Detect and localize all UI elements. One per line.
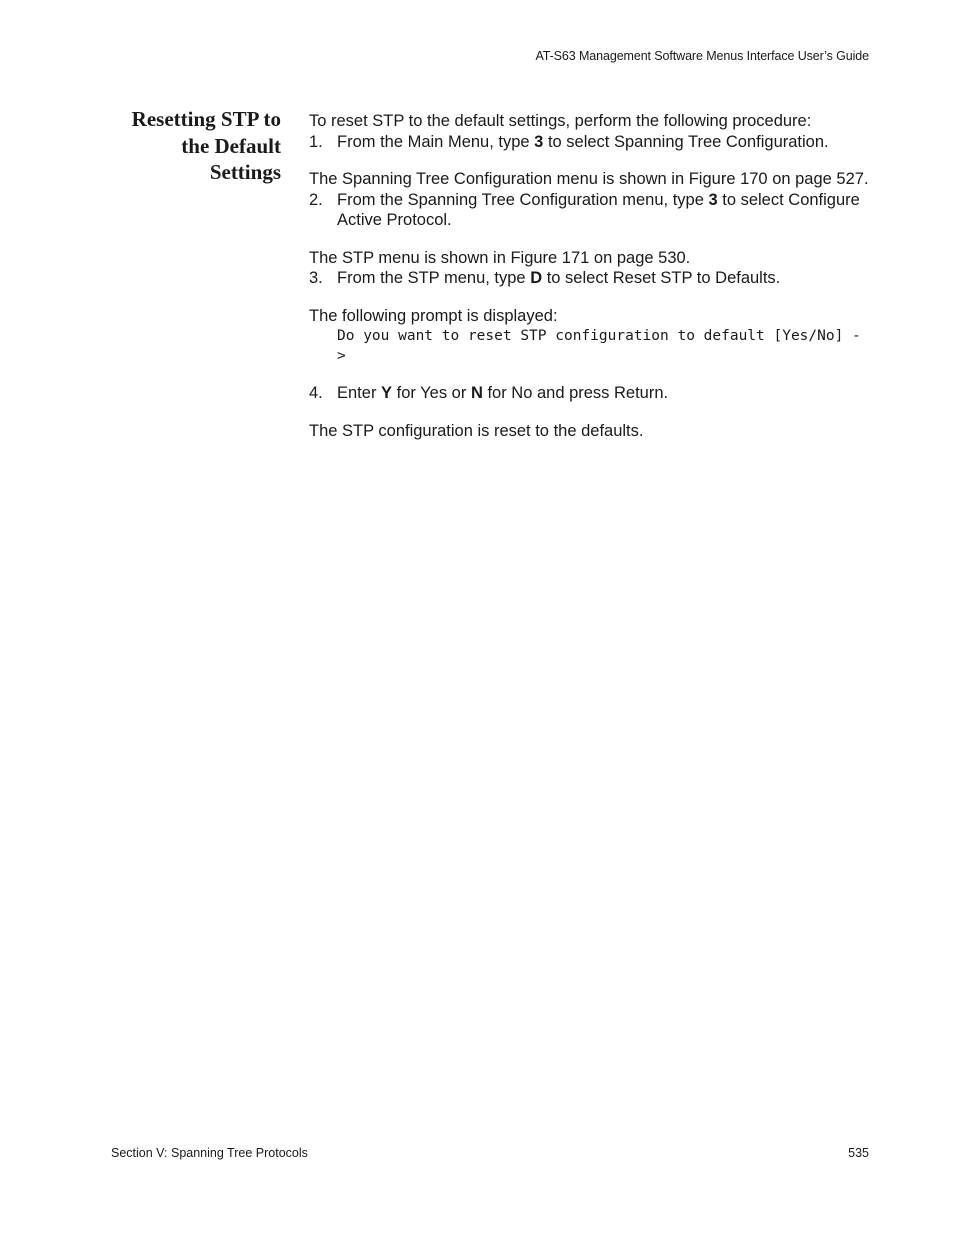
step-text: From the Spanning Tree Configuration menu, type 3 to select Configure Active Protocol. — [337, 190, 860, 229]
section-heading-line: Settings — [209, 160, 281, 184]
step-note: The STP menu is shown in Figure 171 on page 530. — [309, 248, 691, 267]
section-heading — [90, 106, 281, 186]
key-command: N — [470, 384, 483, 402]
step-note: The following prompt is displayed: — [309, 306, 558, 325]
running-header: AT-S63 Management Software Menus Interface User’s Guide — [535, 49, 869, 63]
procedure-step — [309, 268, 869, 289]
step-number: 1. — [309, 132, 323, 151]
prompt-code-block: Do you want to reset STP configuration to default [Yes/No] -> — [337, 328, 861, 364]
step-text: From the Main Menu, type 3 to select Spanning Tree Configuration. — [337, 132, 829, 151]
step-text: Enter Y for Yes or N for No and press Return. — [337, 384, 669, 402]
procedure-step — [309, 132, 869, 153]
footer-page-number: 535 — [848, 1146, 869, 1160]
step-text: From the STP menu, type D to select Reset STP to Defaults. — [337, 269, 781, 287]
key-command: 3 — [708, 190, 718, 209]
key-command: 3 — [534, 132, 544, 151]
procedure-step — [309, 383, 869, 404]
key-command: Y — [381, 384, 393, 402]
intro-paragraph: To reset STP to the default settings, perform the following procedure: — [309, 112, 812, 130]
step-number: 4. — [309, 384, 323, 402]
section-heading-line: the Default — [181, 133, 281, 158]
procedure-step — [309, 190, 869, 231]
step-number: 2. — [309, 190, 323, 209]
key-command: D — [530, 269, 543, 287]
step-note: The STP configuration is reset to the defaults. — [309, 421, 644, 440]
procedure-body — [309, 111, 869, 441]
step-number: 3. — [309, 269, 323, 287]
step-note: The Spanning Tree Configuration menu is shown in Figure 170 on page 527. — [309, 170, 869, 188]
footer-section-label: Section V: Spanning Tree Protocols — [111, 1146, 308, 1160]
section-heading-line: Resetting STP to — [131, 107, 281, 131]
